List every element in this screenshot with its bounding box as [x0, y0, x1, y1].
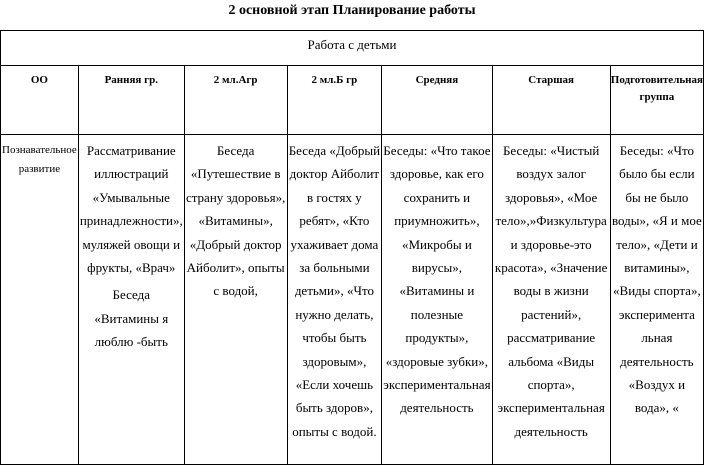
- cell-junior-2b: [287, 135, 382, 465]
- column-header-middle: Средняя: [382, 66, 492, 135]
- cell-text: Рассматривание иллюстраций «Умывальные принадлежности», муляжей овощи и фрукты, «Врач»: [79, 143, 183, 276]
- cell-senior: [492, 135, 610, 465]
- column-header-early-group: Ранняя гр.: [78, 66, 184, 135]
- column-header-preparatory: Подготовительная группа: [610, 66, 703, 135]
- plan-table: [0, 30, 704, 465]
- cell-preparatory: [610, 135, 703, 465]
- cell-junior-2a: [184, 135, 287, 465]
- column-header-senior: Старшая: [492, 66, 610, 135]
- page-title: 2 основной этап Планирование работы: [228, 3, 476, 18]
- row-area-cognitive: Познавательное развитие: [1, 135, 79, 465]
- column-header-junior-2b: 2 мл.Б гр: [287, 66, 382, 135]
- cell-text: Беседы: «Что было бы если бы не было воды», «Я и мое тело», «Дети и витамины», «Виды спорта», эксперимента льная деятельность «Воздух и вода», «: [611, 143, 702, 416]
- column-header-oo: ОО: [1, 66, 79, 135]
- cell-text: Беседы: «Чистый воздух залог здоровья», «Мое тело»,»Физкультура и здоровье-это красота», «Значение воды в жизни растений», рассматривание альбома «Виды спорта», экспериментальная деятельность: [494, 143, 608, 439]
- column-header-junior-2a: 2 мл.Агр: [184, 66, 287, 135]
- cell-early-group: [78, 135, 184, 465]
- cell-middle: [382, 135, 492, 465]
- cell-text: Беседа «Витамины я люблю -быть: [94, 287, 169, 350]
- table-subheader: Работа с детьми: [1, 31, 704, 66]
- cell-text: Беседа «Добрый доктор Айболит в гостях у ребят», «Кто ухаживает дома за больными детьми», «Что нужно делать, чтобы быть здоровым», «Если хочешь быть здоров», опыты с водой.: [288, 143, 381, 439]
- cell-text: Беседа «Путешествие в страну здоровья», «Витамины», «Добрый доктор Айболит», опыты с водой,: [185, 143, 286, 299]
- cell-text: Беседы: «Что такое здоровье, как его сохранить и приумножить», «Микробы и вирусы», «Витамины и полезные продукты», «здоровые зубки», экспериментальная деятельность: [383, 143, 491, 416]
